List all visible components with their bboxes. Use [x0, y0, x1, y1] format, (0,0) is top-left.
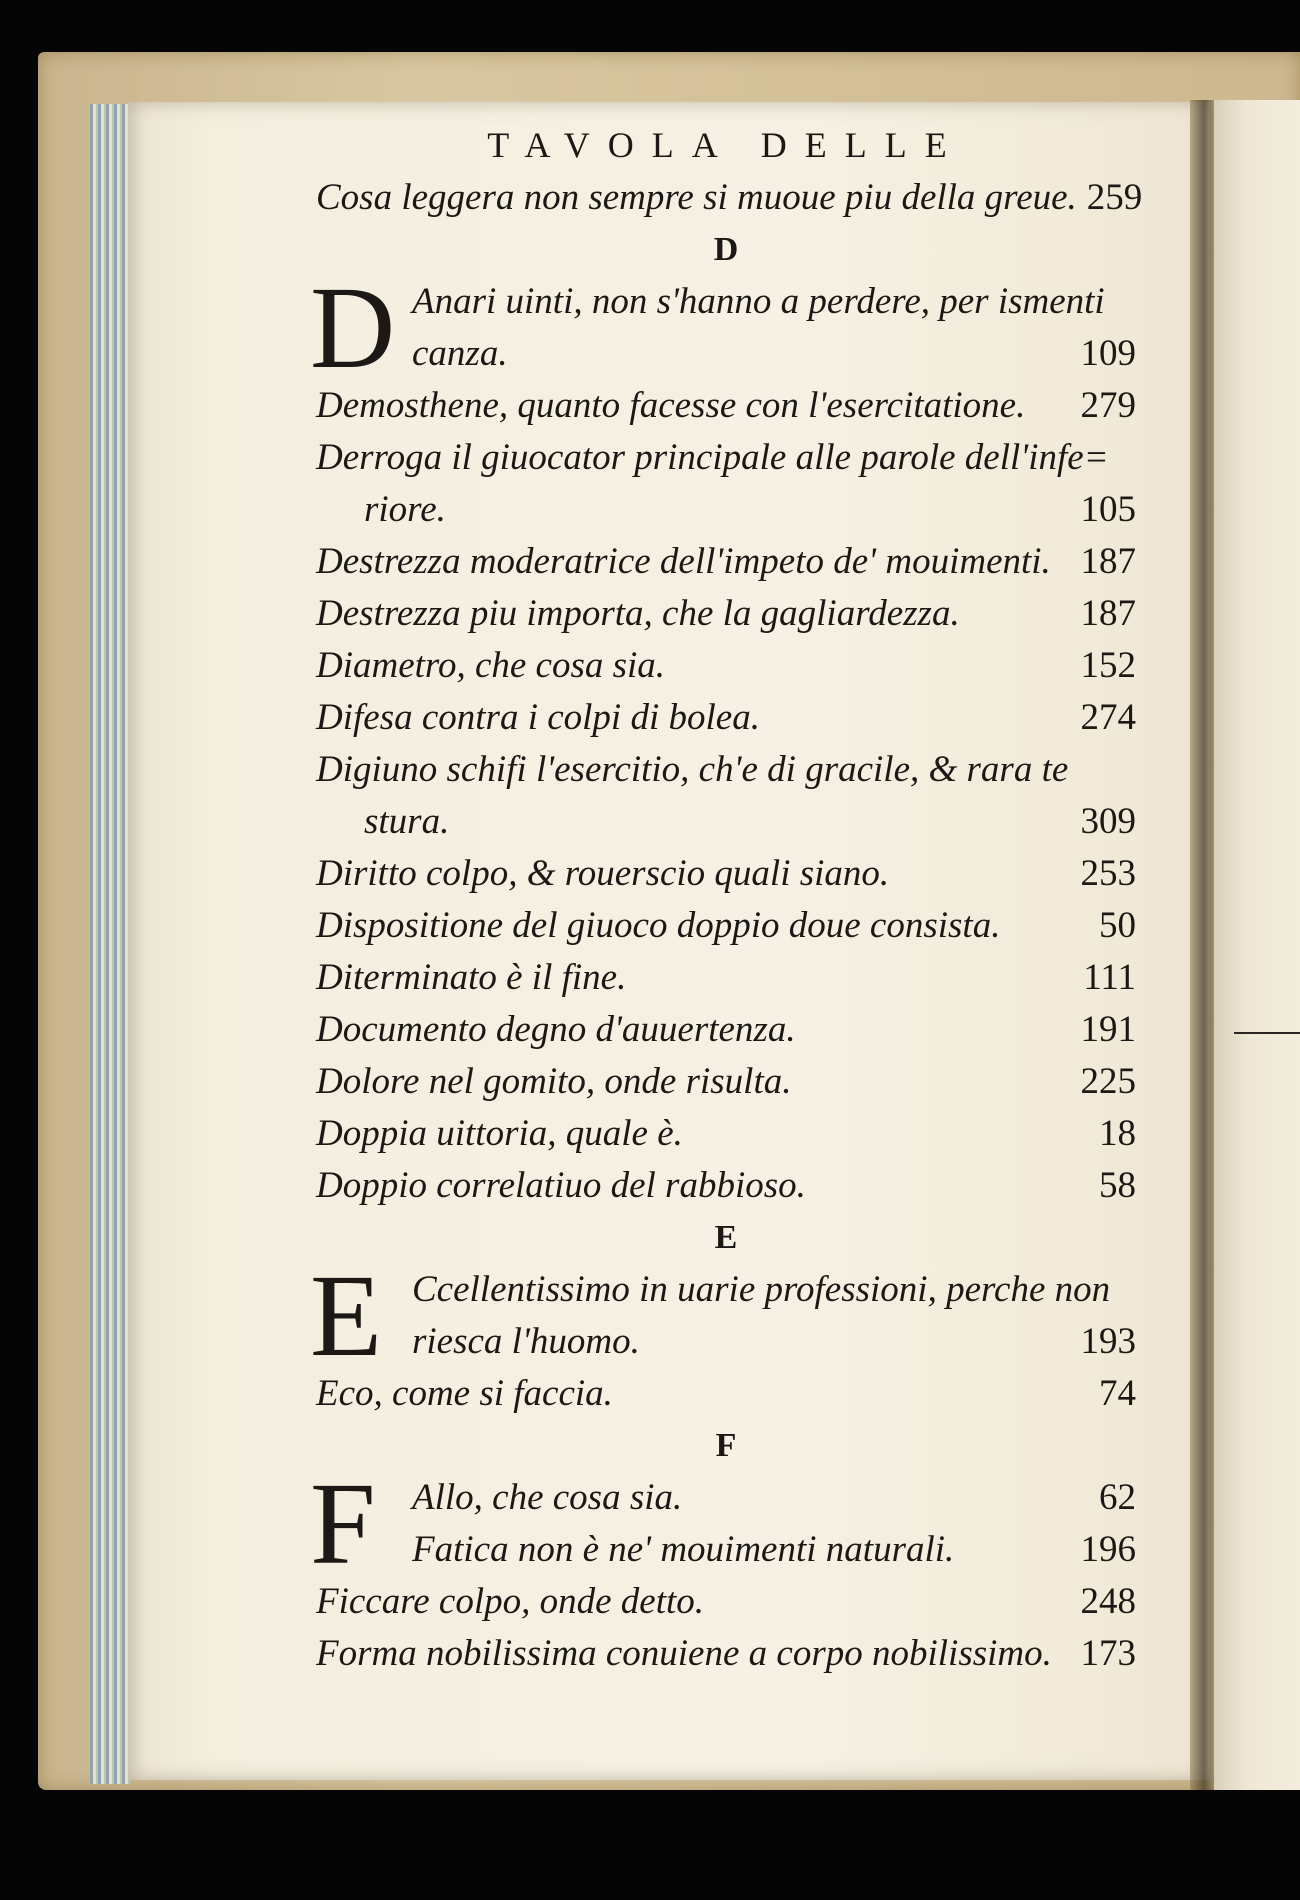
- index-entry: Destrezza piu importa, che la gagliardezza. 187: [316, 593, 1136, 634]
- section-letter-e: E: [714, 1219, 738, 1256]
- index-entry: Dolore nel gomito, onde risulta. 225: [316, 1061, 1136, 1102]
- index-entry: Diterminato è il fine. 111: [316, 957, 1136, 998]
- initial-block-d: [310, 262, 1136, 393]
- index-entry-continuation: stura. 309: [364, 801, 1136, 842]
- drop-cap-e: E: [310, 1250, 383, 1381]
- initial-block-e: [310, 1250, 1136, 1381]
- index-entry: Diritto colpo, & rouerscio quali siano. 253: [316, 853, 1136, 894]
- index-entry: Digiuno schifi l'esercitio, ch'e di gracile, & rara te: [316, 749, 1069, 790]
- index-entry: Cosa leggera non sempre si muoue piu della greue. 259: [316, 177, 1143, 218]
- index-entry: Destrezza moderatrice dell'impeto de' mouimenti. 187: [316, 541, 1136, 582]
- index-entry: Diametro, che cosa sia. 152: [316, 645, 1136, 686]
- index-entry: Doppia uittoria, quale è. 18: [316, 1113, 1136, 1154]
- drop-cap-d: D: [310, 262, 396, 393]
- index-entry: Eco, come si faccia. 74: [316, 1373, 1136, 1414]
- initial-block-f: [310, 1458, 1136, 1589]
- facing-page-rule: [1234, 1032, 1300, 1034]
- index-entry: Fatica non è ne' mouimenti naturali. 196: [412, 1529, 1136, 1570]
- page-header: TAVOLA DELLE: [487, 125, 965, 165]
- facing-page: [1214, 100, 1300, 1790]
- index-entry-continuation: riore. 105: [364, 489, 1136, 530]
- index-entry: Anari uinti, non s'hanno a perdere, per ismenti: [412, 281, 1105, 322]
- index-entry: Doppio correlatiuo del rabbioso. 58: [316, 1165, 1136, 1206]
- index-entry: Derroga il giuocator principale alle parole dell'infe=: [316, 437, 1109, 478]
- index-entry: Forma nobilissima conuiene a corpo nobilissimo. 173: [316, 1633, 1136, 1674]
- index-entry: Demosthene, quanto facesse con l'esercitatione. 279: [316, 385, 1136, 426]
- index-entry: canza. 109: [412, 333, 1136, 374]
- index-entry: Ficcare colpo, onde detto. 248: [316, 1581, 1136, 1622]
- page-edges: [90, 104, 130, 1784]
- index-entry: Ccellentissimo in uarie professioni, perche non: [412, 1269, 1111, 1310]
- section-letter-d: D: [713, 231, 739, 268]
- index-entry: Dispositione del giuoco doppio doue consista. 50: [316, 905, 1136, 946]
- index-entry: Allo, che cosa sia. 62: [412, 1477, 1136, 1518]
- index-text: [310, 120, 1143, 1680]
- section-letter-f: F: [715, 1427, 737, 1464]
- index-entry: Documento degno d'auuertenza. 191: [316, 1009, 1136, 1050]
- index-entry: Difesa contra i colpi di bolea. 274: [316, 697, 1136, 738]
- drop-cap-f: F: [310, 1458, 376, 1589]
- index-entry: riesca l'huomo. 193: [412, 1321, 1136, 1362]
